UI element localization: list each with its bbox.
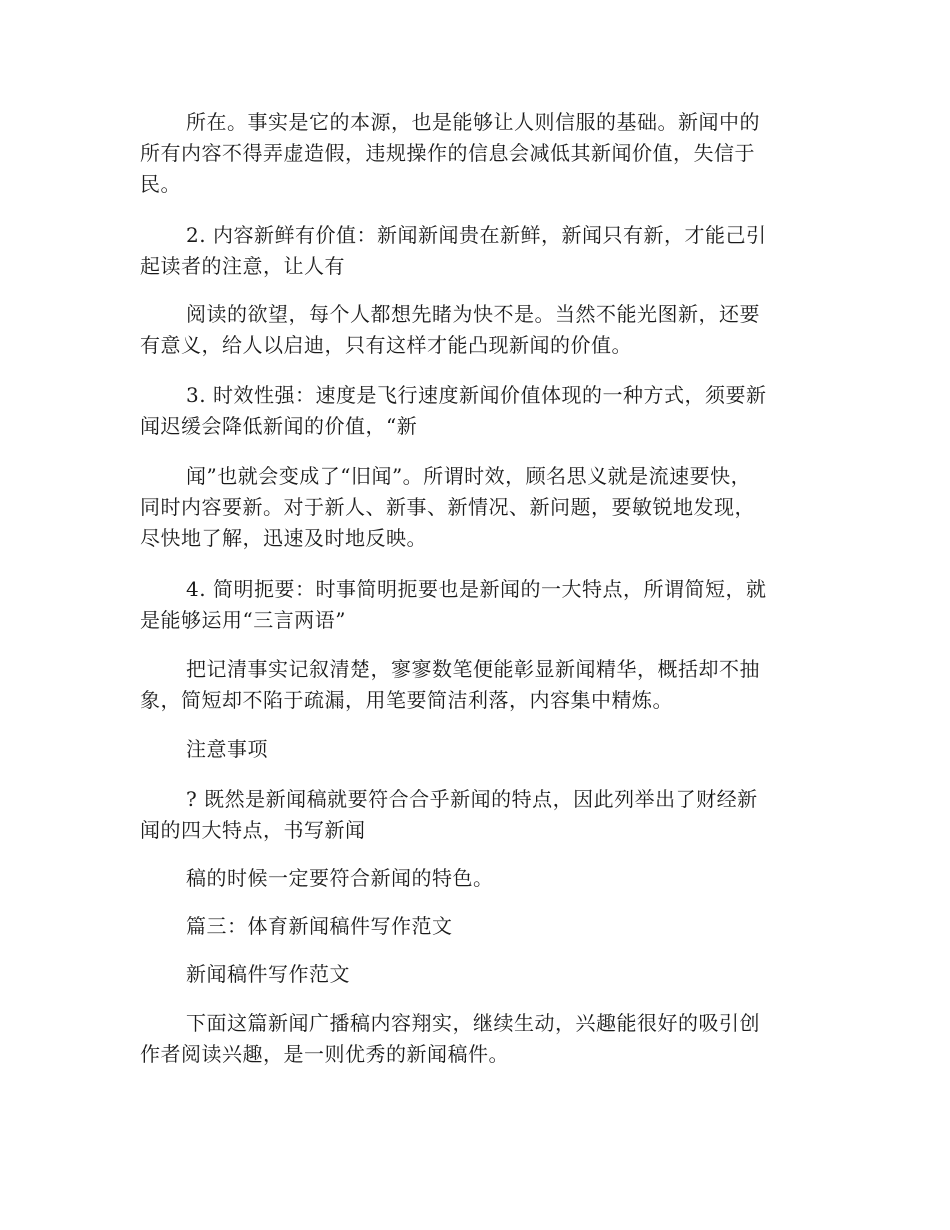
paragraph-point-3-continued <box>140 461 840 554</box>
text-line: 篇三：体育新闻稿件写作范文 <box>186 914 453 938</box>
text-line: 3. 时效性强：速度是飞行速度新闻价值体现的一种方式，须要新 <box>186 383 767 407</box>
text-line: 新闻稿件写作范文 <box>186 962 350 986</box>
text-line: 是能够运用“三言两语” <box>140 608 346 632</box>
paragraph-notes-continued <box>140 863 840 894</box>
text-line: 所有内容不得弄虚造假，违规操作的信息会减低其新闻价值，失信于 <box>140 141 755 165</box>
text-line: 象，简短却不陷于疏漏，用笔要简洁利落，内容集中精炼。 <box>140 688 673 712</box>
paragraph-credibility <box>140 107 840 200</box>
text-line: 同时内容要新。对于新人、新事、新情况、新问题，要敏锐地发现， <box>140 495 755 519</box>
text-line: 4. 简明扼要：时事简明扼要也是新闻的一大特点，所谓简短，就 <box>186 577 767 601</box>
text-line: ? 既然是新闻稿就要符合合乎新闻的特点，因此列举出了财经新 <box>186 787 758 811</box>
text-line: 把记清事实记叙清楚，寥寥数笔便能彰显新闻精华，概括却不抽 <box>186 657 760 681</box>
text-line: 阅读的欲望，每个人都想先睹为快不是。当然不能光图新，还要 <box>186 302 760 326</box>
paragraph-notes <box>140 784 840 846</box>
text-line: 闻”也就会变成了“旧闻”。所谓时效，顾名思义就是流速要快， <box>186 464 752 488</box>
text-line: 起读者的注意，让人有 <box>140 254 345 278</box>
text-line: 闻的四大特点，书写新闻 <box>140 818 366 842</box>
heading-notes <box>140 734 840 765</box>
paragraph-point-4-continued <box>140 654 840 716</box>
text-line: 作者阅读兴趣，是一则优秀的新闻稿件。 <box>140 1042 509 1066</box>
text-line: 闻迟缓会降低新闻的价值，“新 <box>140 414 418 438</box>
paragraph-point-2-continued <box>140 299 840 361</box>
text-line: 下面这篇新闻广播稿内容翔实，继续生动，兴趣能很好的吸引创 <box>186 1011 760 1035</box>
section-heading-part-three <box>140 911 840 942</box>
text-line: 注意事项 <box>186 737 268 761</box>
paragraph-point-3 <box>140 380 840 442</box>
paragraph-intro <box>140 1008 840 1070</box>
text-line: 有意义，给人以启迪，只有这样才能凸现新闻的价值。 <box>140 333 632 357</box>
text-line: 尽快地了解，迅速及时地反映。 <box>140 526 427 550</box>
subheading-sample <box>140 959 840 990</box>
text-line: 所在。事实是它的本源，也是能够让人则信服的基础。新闻中的 <box>186 110 760 134</box>
text-line: 民。 <box>140 172 181 196</box>
text-line: 稿的时候一定要符合新闻的特色。 <box>186 866 494 890</box>
text-line: 2. 内容新鲜有价值：新闻新闻贵在新鲜，新闻只有新，才能己引 <box>186 223 767 247</box>
paragraph-point-2 <box>140 220 840 282</box>
paragraph-point-4 <box>140 574 840 636</box>
